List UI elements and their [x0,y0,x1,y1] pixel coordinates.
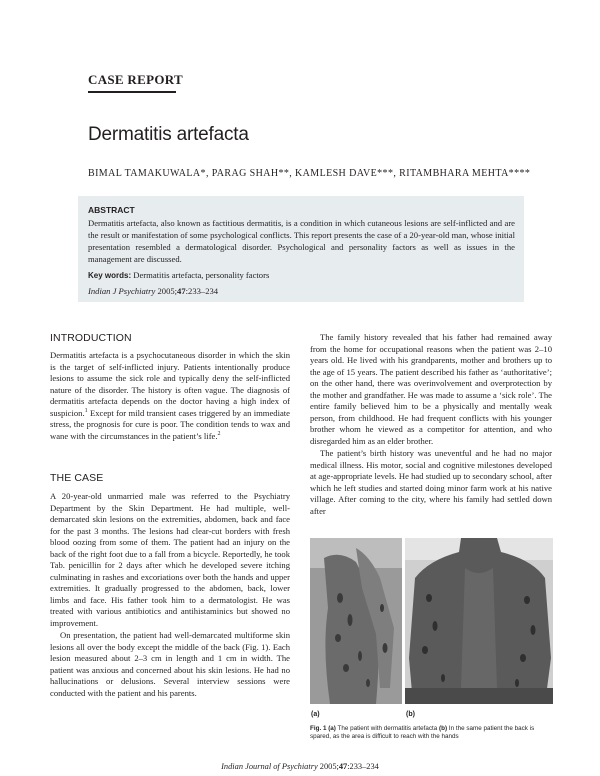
author-list: BIMAL TAMAKUWALA*, PARAG SHAH**, KAMLESH DAVE***, RITAMBHARA MEHTA**** [88,168,531,179]
citation-year: 2005; [157,286,178,296]
family-history-paragraph: The family history revealed that his father had remained away from the home for occupational reasons when the patient was 2–10 years old. He lived with his grandparents, mother and brothers up to the age of 15 years. The patient described his father as ‘authoritative’; on the other hand, there was overinvolvement and overprotection by the mother and grandfather. He was made to assume a ‘sick role’. The entire family believed him to be a physically and mentally weak person, from childhood. He had frequent conflicts with his younger brother whom he viewed as a competitor for attention, and who disregarded him as an elder brother. [310,332,552,446]
section-label: CASE REPORT [88,72,183,87]
figure-1a-illustration [310,538,402,704]
figure-1b-illustration [405,538,553,704]
footer-volume: 47 [338,762,348,771]
keywords-label: Key words: [88,271,132,280]
figure-1b-photo [405,538,553,704]
abstract-heading: ABSTRACT [88,205,135,215]
introduction-text-1: Dermatitis artefacta is a psychocutaneous disorder in which the skin is the target of self-inflicted injury. Patients intentionally produce lesions to assume the sick role and typically deny the self-inflicted nature of the disorder. The history is often vague. The diagnosis of dermatitis artefacta depends on the doctor having a high index of suspicion. [50,350,290,418]
citation-journal: Indian J Psychiatry [88,286,156,296]
introduction-text-2: Except for mild transient cases triggered by an immediate stress, the prognosis for cure is poor. The condition tends to wax and wane with the circumstances in the patient’s life. [50,407,290,441]
citation-line [88,286,218,296]
caption-text-b: In the same patient the back is spared, as the area is difficult to reach with the hands [310,725,535,740]
reference-marker: 2 [217,430,221,437]
caption-text-a: The patient with dermatitis artefacta [335,725,440,732]
section-rule [88,91,176,93]
caption-marker-b: (b) [439,725,448,732]
caption-marker-a: (a) [328,725,336,732]
column2-body [310,332,552,517]
figure-caption [310,725,554,741]
article-title: Dermatitis artefacta [88,124,249,145]
introduction-body [50,350,290,442]
figure-label-a: (a) [311,711,320,718]
case-heading: THE CASE [50,472,104,484]
birth-history-paragraph: The patient’s birth history was uneventful and he had no major medical illness. His motor, social and cognitive milestones developed at age-appropriate levels. He had studied up to secondary school, after which he left studies and started doing minor farm work at his native village. After coming to the city, where his family had settled down after [310,448,552,516]
keywords-text: Dermatitis artefacta, personality factors [133,270,270,280]
figure-label-b: (b) [406,711,415,718]
footer-journal: Indian Journal of Psychiatry [221,762,318,771]
citation-pages: :233–234 [185,286,219,296]
introduction-heading: INTRODUCTION [50,332,132,344]
figure-1a-photo [310,538,402,704]
reference-marker: 1 [84,407,88,414]
keywords-line [88,270,269,280]
case-body [50,491,290,699]
page-footer [0,762,600,771]
abstract-text: Dermatitis artefacta, also known as factitious dermatitis, is a condition in which cutaneous lesions are self-inflicted and are the result or manifestation of some psychological conflicts. This report presents the case of a 20-year-old man, whose initial presentation resembled a dermatological disorder. Psychological and personality factors as well as issues in the management are discussed. [88,218,515,264]
caption-figure-number: Fig. 1 [310,725,327,732]
footer-pages: :233–234 [347,762,379,771]
citation-volume: 47 [177,286,186,296]
case-paragraph-1: A 20-year-old unmarried male was referred to the Psychiatry Department by the Skin Department. He had multiple, well-demarcated skin lesions on the extremities, abdomen, back and face for the past 3 months. The lesions had clear-cut borders with fresh blood oozing from some of them. The patient had an injury on the back of the right foot due to a fall from a bicycle. Reportedly, he took Tab. penicillin for 2 days after which he developed severe itching culminating in rashes and excoriations over both the hands and upper extremities. It gradually progressed to the abdomen, back, lower limbs and face. His father took him to a dermatologist. He was treated with various antibiotics and antihistaminics but showed no improvement. [50,491,290,628]
case-paragraph-2: On presentation, the patient had well-demarcated multiforme skin lesions all over the body except the middle of the back (Fig. 1). Each lesion measured about 2–3 cm in length and 1 cm in width. The patient was anxious and concerned about his skin lesions. He had no hallucinations or delusions. Several interview sessions were conducted with the patient and his parents. [50,630,290,698]
footer-year: 2005; [317,762,339,771]
